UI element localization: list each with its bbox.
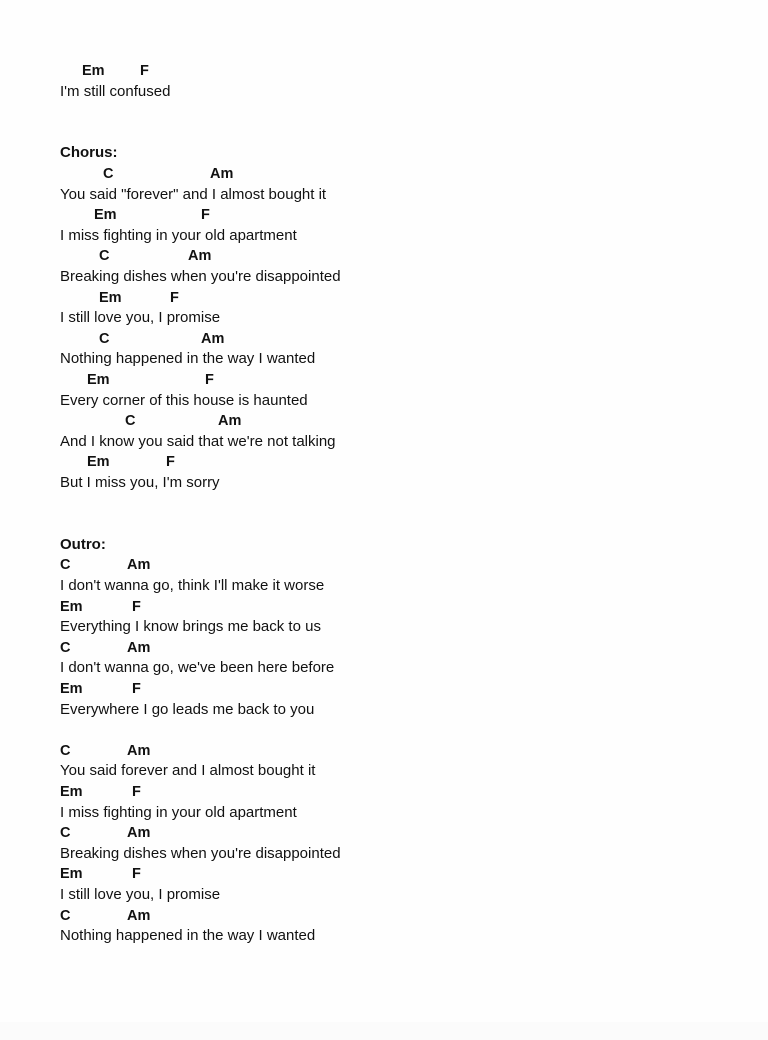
lyric-line: I don't wanna go, think I'll make it worse [60, 577, 325, 594]
chord-f: F [205, 372, 214, 388]
chord-am: Am [210, 166, 234, 182]
chord-c: C [125, 413, 136, 430]
chord-em: Em [99, 289, 122, 306]
chord-c: C [99, 248, 110, 265]
chord-em: Em [60, 866, 83, 883]
chord-f: F [132, 866, 141, 883]
section-heading: Outro: [60, 535, 106, 553]
lyric-line: I miss fighting in your old apartment [60, 803, 297, 821]
lyric-line: But I miss you, I'm sorry [60, 474, 220, 491]
chord-am: Am [127, 825, 151, 842]
chord-em: Em [60, 598, 83, 615]
lyric-line: I miss fighting in your old apartment [60, 226, 297, 244]
lyric-line: I'm still confused [60, 82, 171, 100]
lyric-line: I still love you, I promise [60, 886, 221, 903]
chord-f: F [201, 207, 210, 224]
chord-c: C [60, 907, 71, 924]
lyric-line: You said forever and I almost bought it [60, 762, 316, 780]
chord-em: Em [60, 681, 83, 697]
chord-f: F [132, 784, 141, 800]
chord-am: Am [127, 639, 151, 656]
chord-c: C [60, 639, 71, 656]
chord-em: Em [87, 454, 110, 471]
chord-f: F [166, 454, 175, 471]
chord-c: C [60, 742, 71, 759]
chord-c: C [60, 557, 71, 574]
chord-f: F [132, 598, 141, 615]
chord-c: C [103, 166, 114, 182]
chord-f: F [140, 63, 149, 79]
chord-am: Am [218, 413, 242, 430]
lyric-line: I don't wanna go, we've been here before [60, 659, 335, 677]
lyric-line: I still love you, I promise [60, 309, 221, 327]
lyric-line: Everywhere I go leads me back to you [60, 700, 315, 718]
lyric-line: Every corner of this house is haunted [60, 391, 308, 409]
chord-em: Em [82, 63, 105, 79]
chord-am: Am [127, 742, 151, 759]
chord-c: C [99, 330, 110, 347]
bottom-edge [0, 1022, 768, 1040]
chord-em: Em [60, 784, 83, 800]
chord-em: Em [94, 207, 117, 224]
lyric-line: And I know you said that we're not talking [60, 432, 336, 450]
chord-am: Am [201, 330, 225, 347]
chord-em: Em [87, 372, 110, 388]
section-heading: Chorus: [60, 144, 118, 162]
chord-f: F [170, 289, 179, 306]
lyric-line: You said "forever" and I almost bought it [60, 185, 327, 203]
lyric-line: Nothing happened in the way I wanted [60, 927, 316, 945]
lyric-line: Breaking dishes when you're disappointed [60, 268, 341, 285]
lyric-line: Everything I know brings me back to us [60, 618, 321, 636]
chord-am: Am [127, 907, 151, 924]
chord-f: F [132, 681, 141, 697]
chord-c: C [60, 825, 71, 842]
chord-am: Am [127, 557, 151, 574]
lyric-line: Breaking dishes when you're disappointed [60, 844, 341, 862]
chord-am: Am [188, 248, 212, 265]
lyric-line: Nothing happened in the way I wanted [60, 350, 316, 368]
